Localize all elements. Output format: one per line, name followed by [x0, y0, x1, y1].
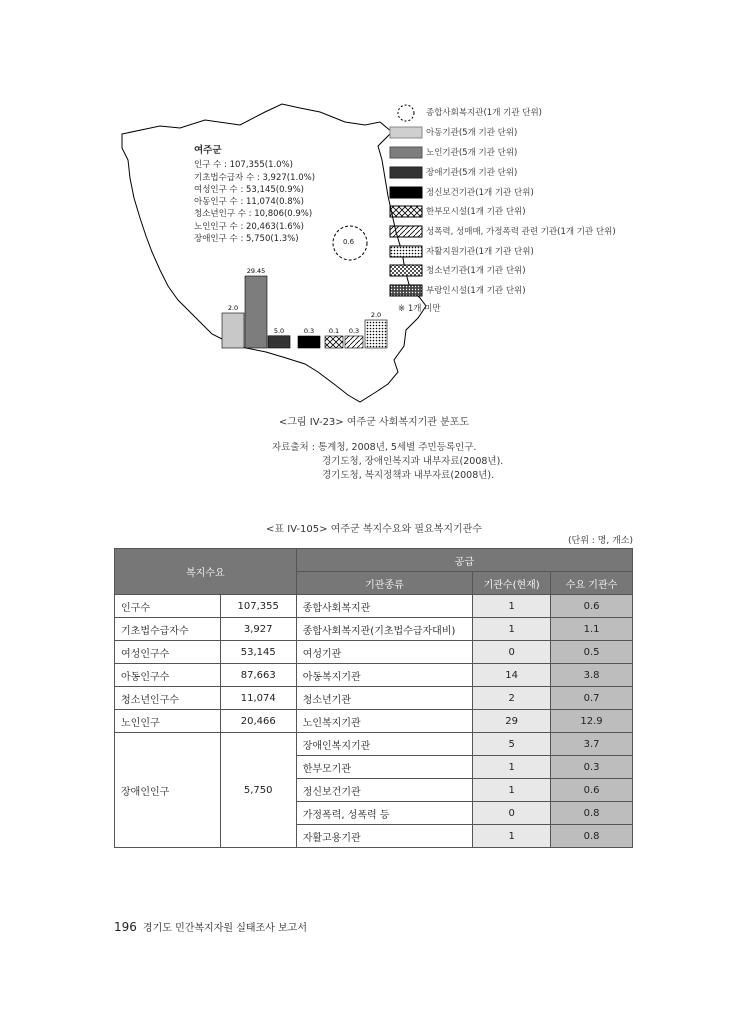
region-stats [194, 145, 315, 245]
bar-label: 2.0 [227, 304, 239, 312]
stat-line: 여성인구 수 : 53,145(0.9%) [194, 184, 304, 195]
source-line: 경기도청, 장애인복지과 내부자료(2008년). [322, 456, 504, 467]
stat-line: 장애인구 수 : 5,750(1.3%) [194, 234, 299, 245]
table-row: 가정폭력, 성폭력 등 0 0.8 [115, 802, 633, 825]
bar [325, 336, 343, 348]
bar [345, 336, 363, 348]
table-row: 한부모기관 1 0.3 [115, 756, 633, 779]
table-row: 청소년인구수 11,074 청소년기관 2 0.7 [115, 687, 633, 710]
table-title: <표 IV-105> 여주군 복지수요와 필요복지기관수 [266, 524, 482, 535]
legend-swatch-selfsupport [390, 246, 422, 257]
table-row: 자활고용기관 1 0.8 [115, 825, 633, 848]
bar-label: 2.0 [370, 311, 382, 319]
table-row: 기초법수급자수 3,927 종합사회복지관(기초법수급자대비) 1 1.1 [115, 618, 633, 641]
bar-label: 0.1 [328, 327, 340, 335]
figure-caption: <그림 IV-23> 여주군 사회복지기관 분포도 [278, 417, 470, 428]
region-map [0, 0, 748, 420]
bar-label: 0.3 [348, 327, 360, 335]
stat-line: 노인인구 수 : 20,463(1.6%) [194, 221, 304, 232]
legend-swatch-vagrant [390, 285, 422, 296]
legend-swatch-youth [390, 265, 422, 276]
table-unit: (단위 : 명, 개소) [568, 536, 633, 546]
source-block [272, 441, 503, 483]
table-row: 노인인구 20,466 노인복지기관 29 12.9 [115, 710, 633, 733]
circle-label: 0.6 [343, 238, 355, 246]
legend-swatch-disabled [390, 167, 422, 178]
legend-swatch-circle [398, 105, 414, 121]
legend-swatch-violence [390, 226, 422, 237]
bar-label: 5.0 [273, 326, 285, 335]
page-number: 196 [114, 920, 137, 934]
bar [222, 313, 244, 348]
welfare-table [114, 548, 633, 848]
header-need: 수요 기관수 [551, 572, 633, 595]
stat-line: 기초법수급자 수 : 3,927(1.0%) [194, 172, 316, 183]
legend-swatch-elderly [390, 147, 422, 158]
bar [365, 320, 387, 348]
table-row: 장애인인구 5,750 장애인복지기관 5 3.7 [115, 733, 633, 756]
legend-swatch-mental [390, 187, 422, 198]
stat-line: 아동인구 수 : 11,074(0.8%) [194, 197, 304, 208]
bar [268, 336, 290, 348]
region-name: 여주군 [194, 145, 222, 156]
header-supply: 공급 [296, 549, 632, 572]
bar [298, 336, 320, 348]
legend-swatch-singleparent [390, 206, 422, 217]
header-count: 기관수(현재) [473, 572, 551, 595]
stat-line: 청소년인구 수 : 10,806(0.9%) [194, 209, 313, 220]
table-row: 인구수 107,355 종합사회복지관 1 0.6 [115, 595, 633, 618]
source-line: 경기도청, 복지정책과 내부자료(2008년). [322, 470, 495, 481]
source-label: 자료출처 : [272, 442, 315, 453]
table-row: 여성인구수 53,145 여성기관 0 0.5 [115, 641, 633, 664]
source-line: 통계청, 2008년, 5세별 주민등록인구. [317, 442, 477, 453]
bar-label: 0.3 [303, 327, 315, 335]
bar-label: 29.45 [246, 267, 266, 275]
bar [245, 276, 267, 348]
stat-line: 인구 수 : 107,355(1.0%) [194, 160, 293, 171]
page-footer [114, 919, 307, 934]
footer-text: 경기도 민간복지자원 실태조사 보고서 [142, 923, 308, 934]
legend-swatch-child [390, 127, 422, 138]
header-type: 기관종류 [296, 572, 473, 595]
table-row: 아동인구수 87,663 아동복지기관 14 3.8 [115, 664, 633, 687]
table-row: 정신보건기관 1 0.6 [115, 779, 633, 802]
header-demand: 복지수요 [115, 549, 297, 595]
